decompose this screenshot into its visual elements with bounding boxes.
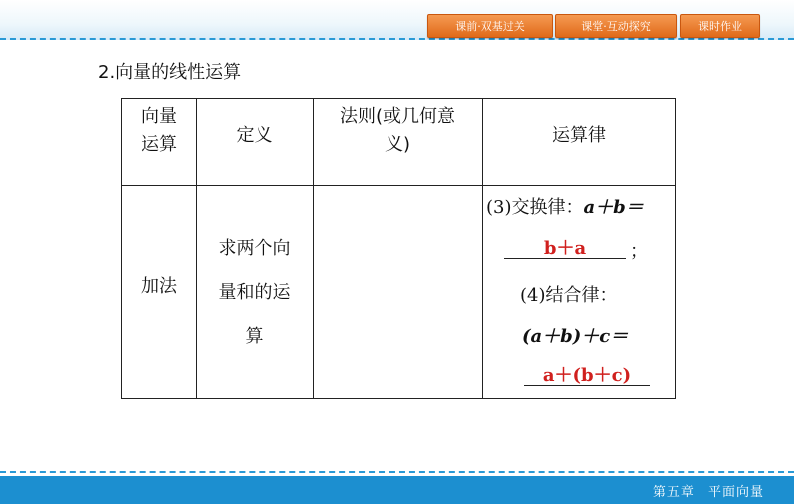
row-name-addition: 加法: [141, 276, 177, 297]
commutative-law: (3)交换律：a＋b＝: [486, 197, 644, 218]
answer-blank-line: [524, 385, 650, 386]
top-divider: [0, 38, 794, 40]
addition-definition: 求两个向 量和的运 算: [218, 238, 291, 347]
header-operation: 向量 运算: [141, 106, 177, 155]
chapter-label: 第五章 平面向量: [652, 485, 764, 500]
tab-pre-class[interactable]: 课前·双基过关: [427, 14, 553, 38]
section-title: 2.向量的线性运算: [98, 62, 242, 83]
bottom-divider: [0, 471, 794, 473]
header-definition: 定义: [236, 125, 273, 146]
associative-answer: a＋(b＋c): [542, 365, 632, 386]
vector-operations-table: [121, 98, 676, 399]
answer-blank-line: [504, 258, 626, 259]
semicolon: ；: [630, 241, 648, 262]
row-divider: [122, 185, 675, 186]
associative-expression: (a＋b)＋c＝: [522, 326, 629, 347]
header-law: 运算律: [552, 125, 606, 146]
tab-homework[interactable]: 课时作业: [680, 14, 760, 38]
commutative-answer: b＋a: [543, 238, 587, 259]
tab-in-class[interactable]: 课堂·互动探究: [555, 14, 677, 38]
associative-law: (4)结合律：: [520, 285, 618, 306]
header-rule: 法则(或几何意 义): [339, 106, 456, 155]
